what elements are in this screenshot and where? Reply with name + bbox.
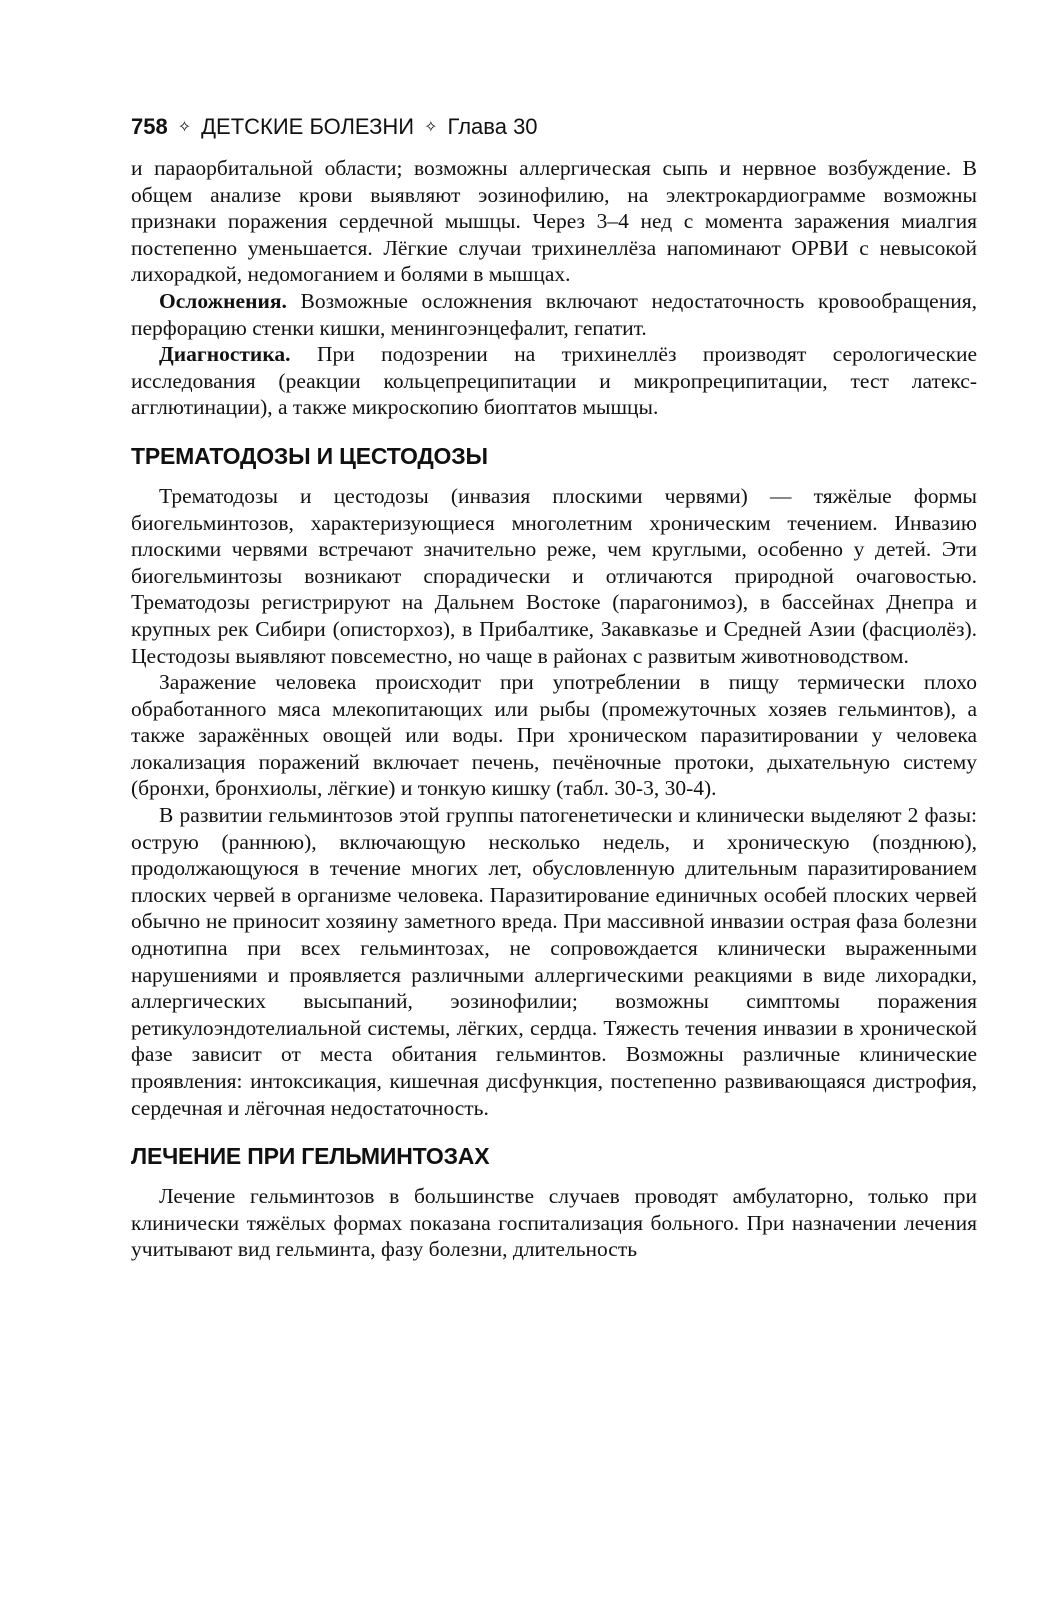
diagnostics-label: Диагностика. bbox=[159, 342, 291, 367]
diamond-separator-icon: ✧ bbox=[177, 119, 192, 136]
book-page bbox=[131, 112, 977, 1263]
chapter-label: Глава 30 bbox=[447, 114, 538, 139]
running-header bbox=[131, 112, 977, 145]
complications-text: Возможные осложнения включают недостаточность кровообращения, перфорацию стенки кишки, менингоэнцефалит, гепатит. bbox=[131, 288, 977, 340]
book-title: ДЕТСКИЕ БОЛЕЗНИ bbox=[201, 114, 415, 139]
paragraph-treatment: Лечение гельминтозов в большинстве случаев проводят амбулаторно, только при клинически тяжёлых формах показана госпитализация больного. При назначении лечения учитывают вид гельминта, фазу болезни, длительность bbox=[131, 1184, 977, 1262]
complications-label: Осложнения. bbox=[159, 288, 287, 313]
paragraph-disease-phases: В развитии гельминтозов этой группы патогенетически и клинически выделяют 2 фазы: острую (раннюю), включающую несколько недель, и хроническую (позднюю), продолжающуюся в течение многих лет, обусловленную длительным паразитированием плоских червей в организме человека. Паразитирование единичных особей плоских червей обычно не приносит хозяину заметного вреда. При массивной инвазии острая фаза болезни однотипна при всех гельминтозах, не сопровождается клинически выраженными нарушениями и проявляется различными аллергическими реакциями в виде лихорадки, аллергических высыпаний, эозинофилии; возможны симптомы поражения ретикулоэндотелиальной системы, лёгких, сердца. Тяжесть течения инвазии в хронической фазе зависит от места обитания гельминтов. Возможны различные клинические проявления: интоксикация, кишечная дисфункция, постепенно развивающаяся дистрофия, сердечная и лёгочная недостаточность. bbox=[131, 803, 977, 1120]
paragraph-trematodes-intro: Трематодозы и цестодозы (инвазия плоскими червями) — тяжёлые формы биогельминтозов, характеризующиеся многолетним хроническим течением. Инвазию плоскими червями встречают значительно реже, чем круглыми, особенно у детей. Эти биогельминтозы возникают спорадически и отличаются природной очаговостью. Трематодозы регистрируют на Дальнем Востоке (парагонимоз), в бассейнах Днепра и крупных рек Сибири (описторхоз), в Прибалтике, Закавказье и Средней Азии (фасциолёз). Цестодозы выявляют повсеместно, но чаще в районах с развитым животноводством. bbox=[131, 483, 977, 668]
diagnostics-text: При подозрении на трихинеллёз производят серологические исследования (реакции кольцепреципитации и микропреципитации, тест латекс-агглютинации), а также микроскопию биоптатов мышцы. bbox=[131, 342, 977, 420]
paragraph-symptoms-continued: и параорбитальной области; возможны аллергическая сыпь и нервное возбуждение. В общем анализе крови выявляют эозинофилию, на электрокардиограмме возможны признаки поражения сердечной мышцы. Через 3–4 нед с момента заражения миалгия постепенно уменьшается. Лёгкие случаи трихинеллёза напоминают ОРВИ с невысокой лихорадкой, недомоганием и болями в мышцах. bbox=[131, 156, 977, 287]
paragraph-infection-routes: Заражение человека происходит при употреблении в пищу термически плохо обработанного мяса млекопитающих или рыбы (промежуточных хозяев гельминтов), а также заражённых овощей или воды. При хроническом паразитировании у человека локализация поражений включает печень, печёночные протоки, дыхательную систему (бронхи, бронхиолы, лёгкие) и тонкую кишку (табл. 30-3, 30-4). bbox=[131, 670, 977, 801]
section-heading-trematodes: ТРЕМАТОДОЗЫ И ЦЕСТОДОЗЫ bbox=[131, 442, 488, 469]
section-heading-treatment: ЛЕЧЕНИЕ ПРИ ГЕЛЬМИНТОЗАХ bbox=[131, 1143, 490, 1170]
paragraph-complications bbox=[131, 288, 977, 341]
page-number: 758 bbox=[131, 114, 168, 139]
paragraph-diagnostics bbox=[131, 341, 977, 421]
diamond-separator-icon: ✧ bbox=[424, 119, 438, 136]
